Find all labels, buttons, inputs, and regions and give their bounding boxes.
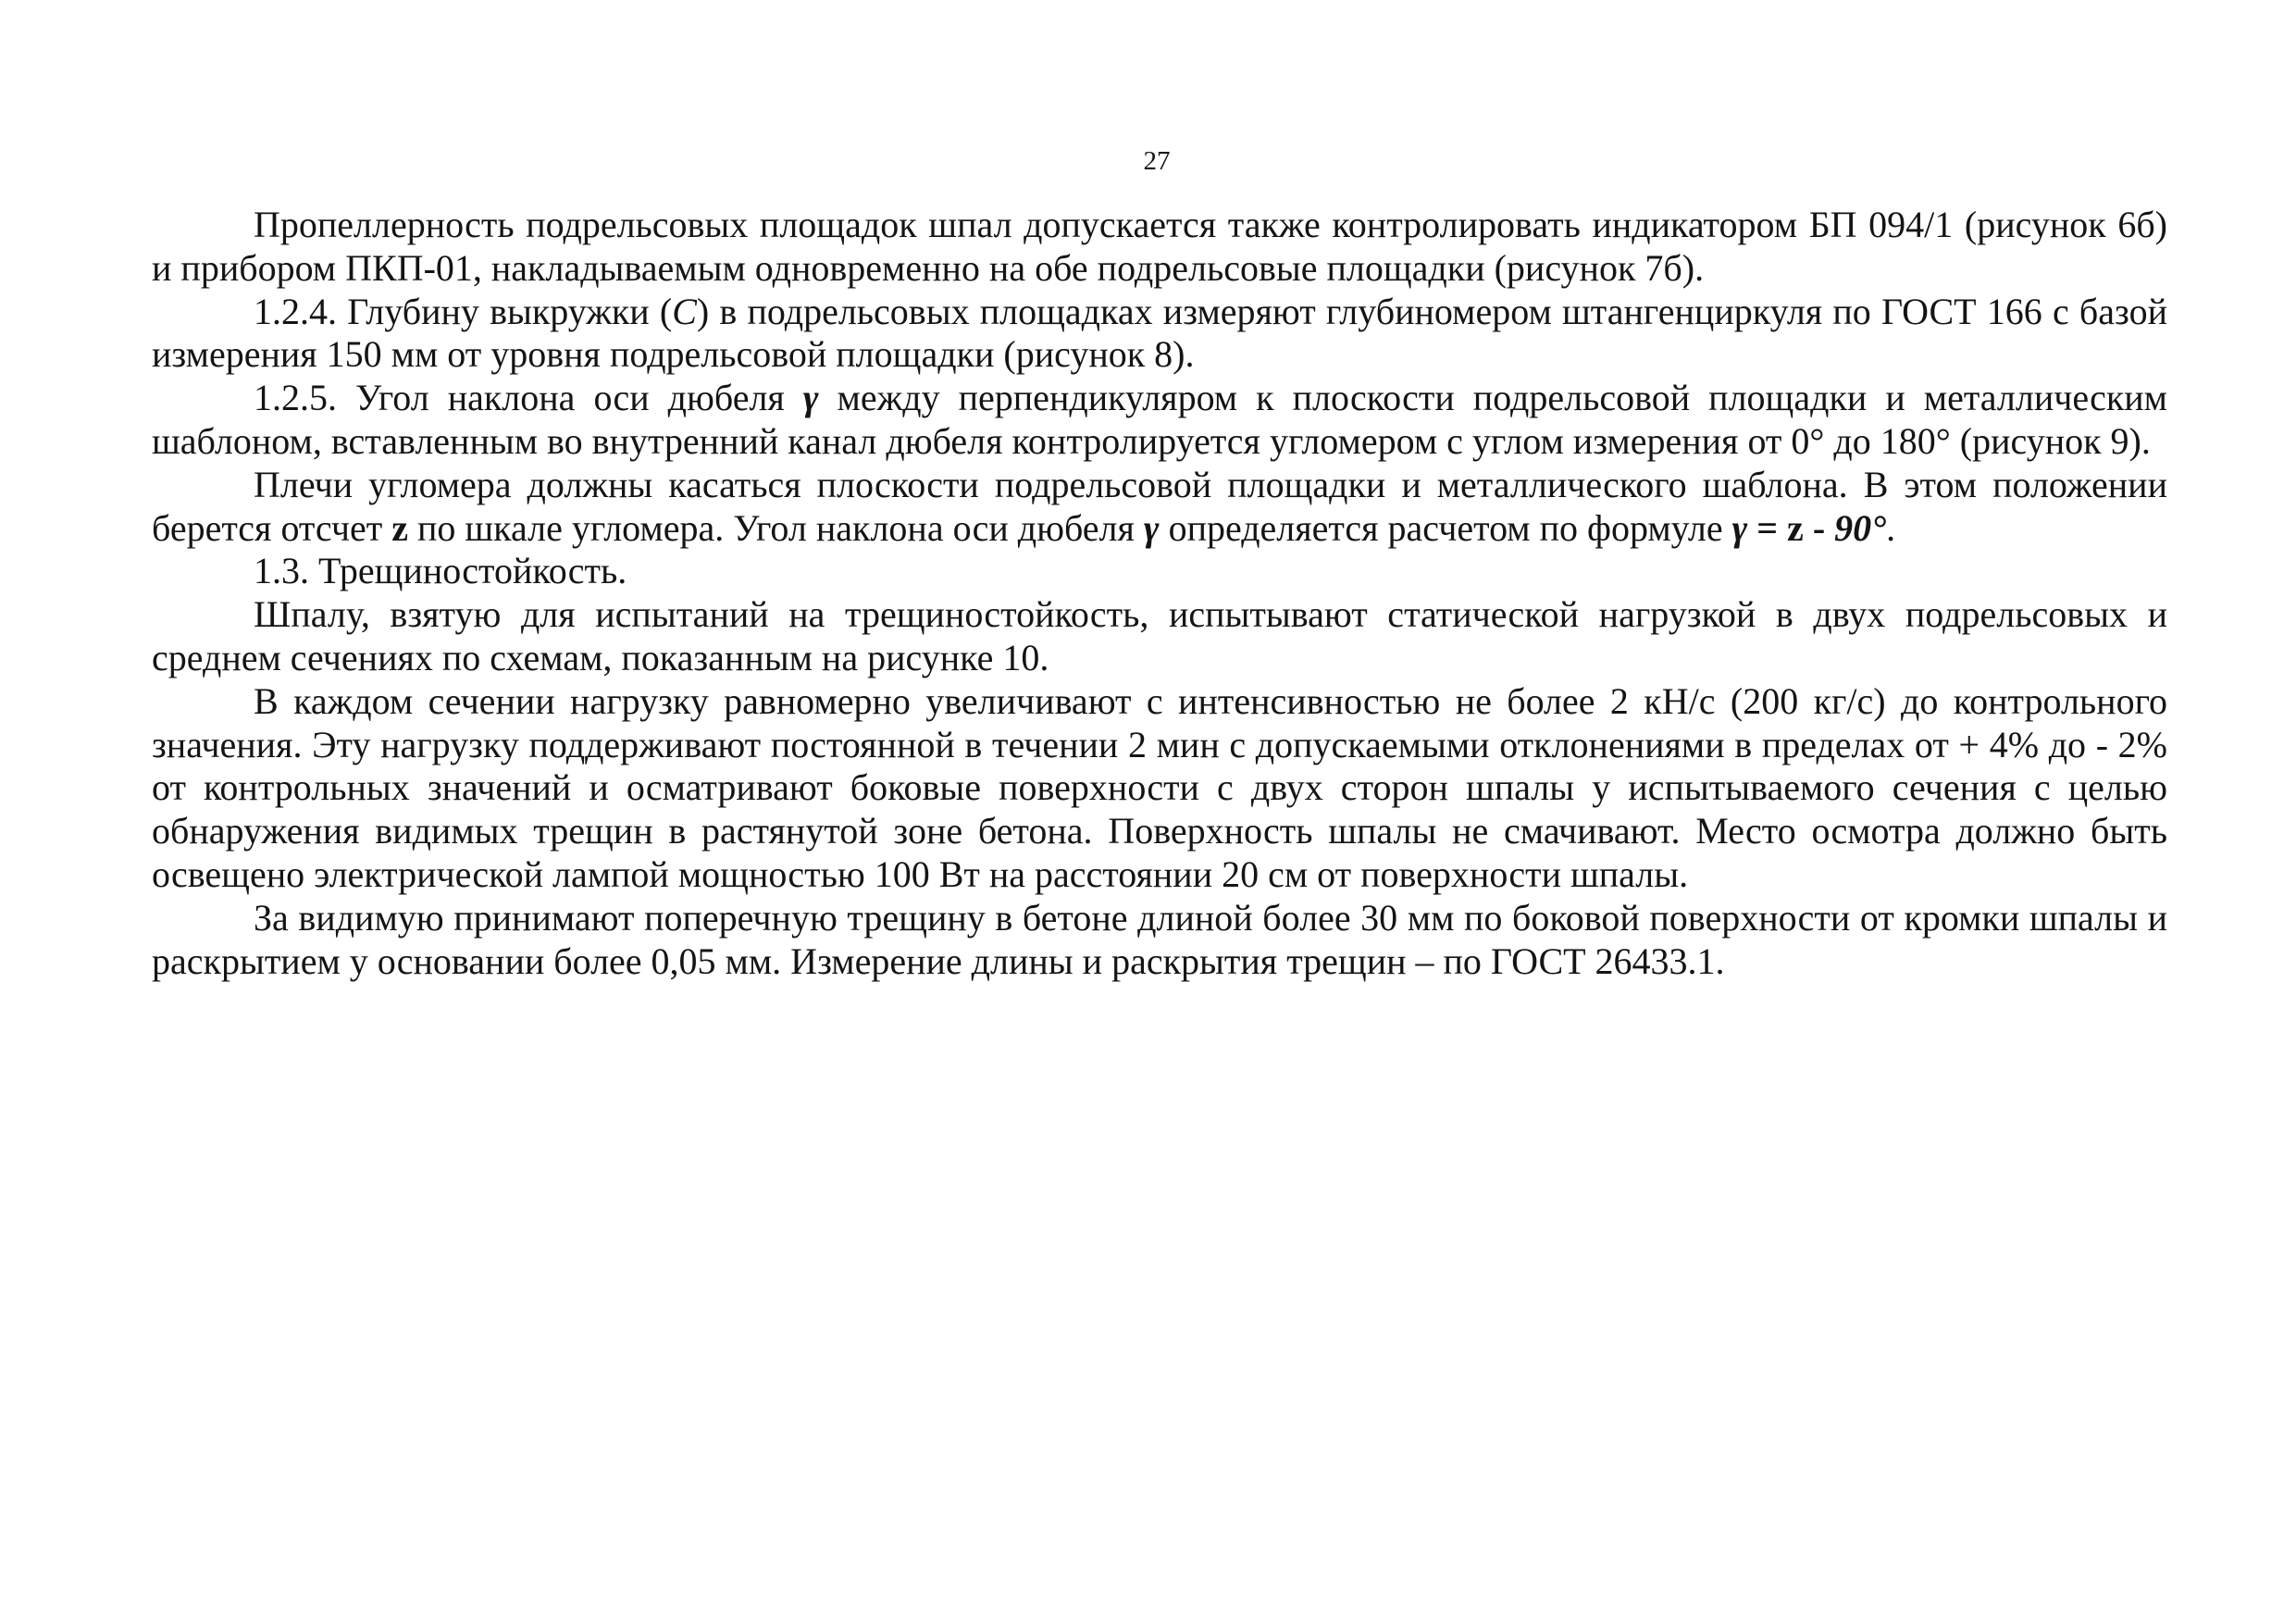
formula-z: z	[1787, 506, 1804, 549]
body-text	[152, 204, 2167, 983]
formula-minus: -	[1803, 506, 1835, 549]
paragraph-1-2-4-text-start: 1.2.4. Глубину выкружки (	[254, 290, 673, 332]
paragraph-protractor-reading	[152, 464, 2167, 551]
formula-gamma: γ	[1731, 506, 1748, 549]
formula-value: 90°	[1834, 506, 1887, 549]
paragraph-1-2-5-text-start: 1.2.5. Угол наклона оси дюбеля	[254, 377, 803, 419]
paragraph-1-2-4-groove-depth	[152, 291, 2167, 378]
protractor-text-part-3: определяется расчетом по формуле	[1159, 506, 1732, 549]
protractor-text-part-2: по шкале угломера. Угол наклона оси дюбеля	[407, 506, 1144, 549]
symbol-z: z	[391, 506, 408, 549]
symbol-gamma: γ	[802, 377, 819, 419]
paragraph-crack-test-sample: Шпалу, взятую для испытаний на трещиностойкость, испытывают статической нагрузкой в двух подрельсовых и среднем сечениях по схемам, показанным на рисунке 10.	[152, 593, 2167, 678]
section-1-3-heading: 1.3. Трещиностойкость.	[254, 550, 627, 592]
formula-end: .	[1886, 506, 1896, 549]
paragraph-load-procedure: В каждом сечении нагрузку равномерно увеличивают с интенсивностью не более 2 кН/с (200 кг/с) до контрольного значения. Эту нагрузку поддерживают постоянной в течении 2 мин с допускаемыми отклонениями в пределах от + 4% до - 2% от контрольных значений и осматривают боковые поверхности с двух сторон шпалы у испытываемого сечения с целью обнаружения видимых трещин в растянутой зоне бетона. Поверхность шпалы не смачивают. Место осмотра должно быть освещено электрической лампой мощностью 100 Вт на расстоянии 20 см от поверхности шпалы.	[152, 679, 2167, 895]
paragraph-visible-crack-definition: За видимую принимают поперечную трещину в бетоне длиной более 30 мм по боковой поверхности от кромки шпалы и раскрытием у основании более 0,05 мм. Измерение длины и раскрытия трещин – по ГОСТ 26433.1.	[152, 896, 2167, 982]
symbol-c: C	[672, 290, 697, 332]
symbol-gamma-2: γ	[1143, 506, 1160, 549]
paragraph-1-2-5-dowel-angle	[152, 377, 2167, 464]
protractor-text-part-1: Плечи угломера должны касаться плоскости подрельсовой площадки и металлического шаблона. В этом положении берется отсчет	[152, 463, 2167, 549]
paragraph-1-2-5-text-end: между перпендикуляром к плоскости подрельсовой площадки и металлическим шаблоном, вставленным во внутренний канал дюбеля контролируется угломером с углом измерения от 0° до 180° (рисунок 9).	[152, 377, 2167, 462]
paragraph-propeller-control: Пропеллерность подрельсовых площадок шпал допускается также контролировать индикатором БП 094/1 (рисунок 6б) и прибором ПКП-01, накладываемым одновременно на обе подрельсовые площадки (рисунок 7б).	[152, 204, 2167, 289]
paragraph-1-2-4-text-end: ) в подрельсовых площадках измеряют глубиномером штангенциркуля по ГОСТ 166 с базой измерения 150 мм от уровня подрельсовой площадки (рисунок 8).	[152, 290, 2167, 376]
page-number: 27	[1143, 146, 1171, 176]
formula-equals: =	[1747, 506, 1788, 549]
